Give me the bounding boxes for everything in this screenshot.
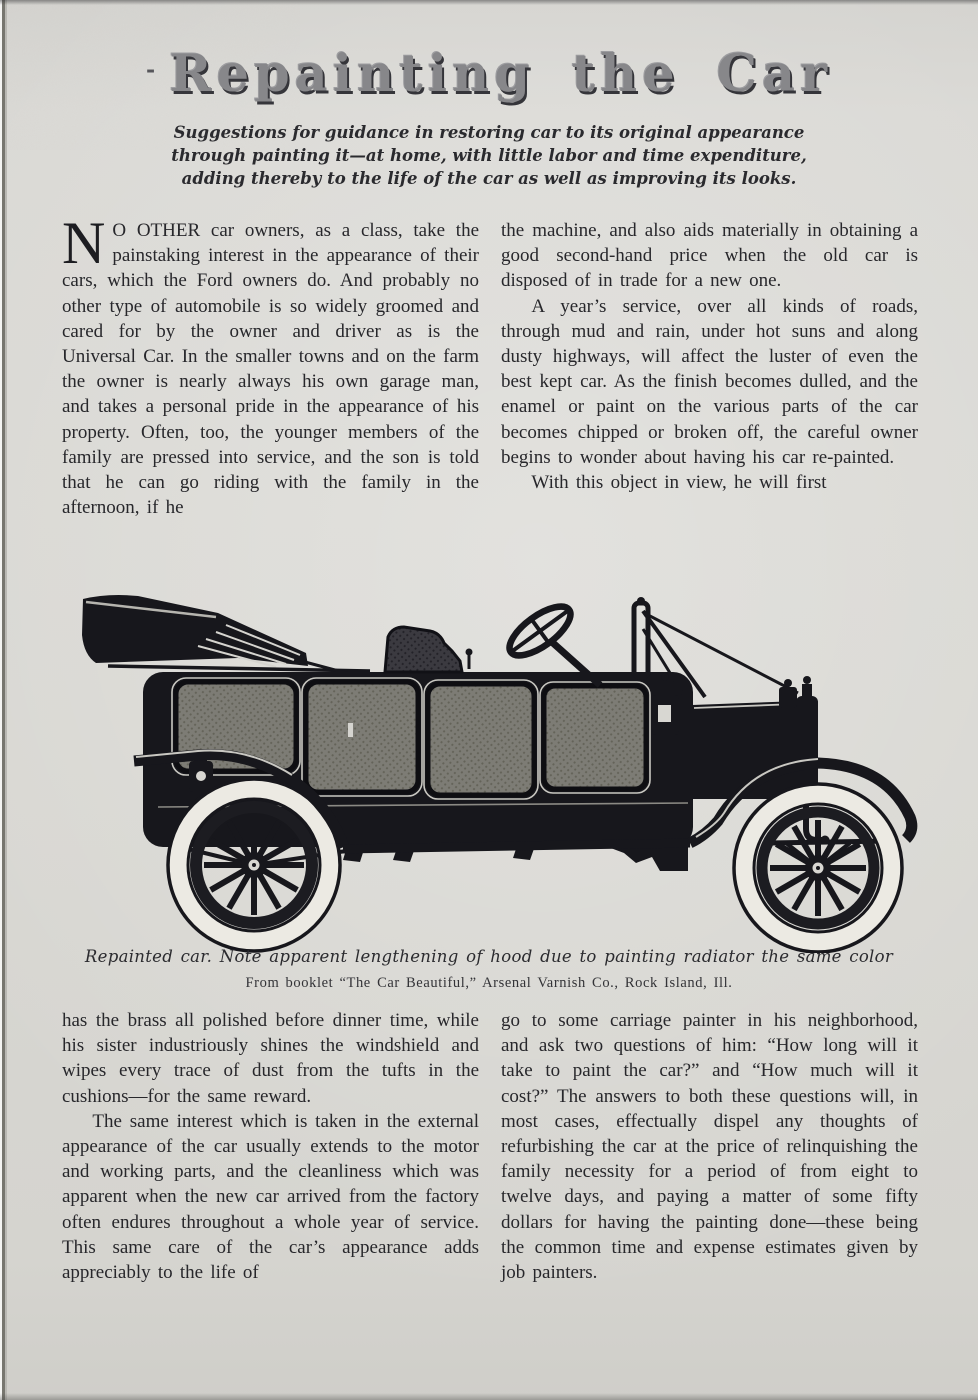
paragraph: go to some carriage painter in his neighborhood, and ask two questions of him: “How long will it take to paint the car?” and “How much will it cost?” The answers to both these questions will, in most cases, effectually dispel any thoughts of refurbishing the car at the price of relinquishing the family necessity for a period of from eight to twelve days, and paying a matter of some fifty dollars for having the painting done—these being the common time and expense estimates given by job painters.	[501, 1010, 918, 1284]
front-wheel	[734, 784, 902, 952]
page-title	[0, 44, 978, 104]
top-columns	[62, 210, 918, 520]
column-right	[501, 218, 918, 520]
title-dash: -	[146, 57, 156, 83]
illustration-credit: From booklet “The Car Beautiful,” Arsenal Varnish Co., Rock Island, Ill.	[245, 975, 733, 991]
subtitle	[169, 121, 809, 190]
column-left	[62, 1008, 479, 1285]
car-illustration	[48, 585, 930, 953]
scan-edge-bottom	[0, 1393, 978, 1400]
paragraph: the machine, and also aids materially in obtaining a good second-hand price when the old car is disposed of in trade for a new one.	[501, 220, 918, 292]
paragraph: The same interest which is taken in the external appearance of the car usually extends to the motor and working parts, and the cleanliness which was apparent when the new car arrived from the factory often endures throughout a whole year of service. This same care of the car’s appearance adds appreciably to the life of	[62, 1110, 479, 1284]
illustration-caption: Repainted car. Note apparent lengthening of hood due to painting radiator the same color	[84, 947, 894, 966]
column-right	[501, 1008, 918, 1285]
paragraph: has the brass all polished before dinner time, while his sister industriously shines the windshield and wipes every trace of dust from the tufts in the cushions—for the same reward.	[62, 1010, 479, 1107]
drop-cap: N	[62, 210, 106, 276]
bottom-columns	[62, 1008, 918, 1285]
scan-edge-left	[0, 0, 9, 1400]
scan-edge-top	[0, 0, 978, 5]
subtitle-line: through painting it—at home, with little labor and time expenditure,	[171, 146, 807, 165]
folded-top	[82, 595, 370, 674]
page-title-text: Repainting the Car	[169, 44, 832, 104]
subtitle-line: adding thereby to the life of the car as well as improving its looks.	[181, 169, 797, 188]
paragraph: With this object in view, he will first	[531, 472, 827, 494]
column-left	[62, 210, 479, 520]
paragraph-text: O OTHER car owners, as a class, take the painstaking interest in the appearance of their cars, which the Ford owners do. And probably no other type of automobile is so widely groomed and cared for by the owner and driver as is the Universal Car. In the smaller towns and on the farm the owner is nearly always his own garage man, and takes a personal pride in the appearance of his property. Often, too, the younger members of the family are pressed into service, and the son is told that he can go riding with the family in the afternoon, if he	[62, 220, 479, 519]
subtitle-line: Suggestions for guidance in restoring car to its original appearance	[173, 123, 805, 142]
paragraph: A year’s service, over all kinds of roads, through mud and rain, under hot suns and along dusty highways, will affect the luster of even the best kept car. As the finish becomes dulled, and the enamel or paint on the various parts of the car becomes chipped or broken off, the careful owner begins to wonder about having his car re-painted.	[501, 295, 918, 468]
paragraph	[62, 210, 479, 520]
